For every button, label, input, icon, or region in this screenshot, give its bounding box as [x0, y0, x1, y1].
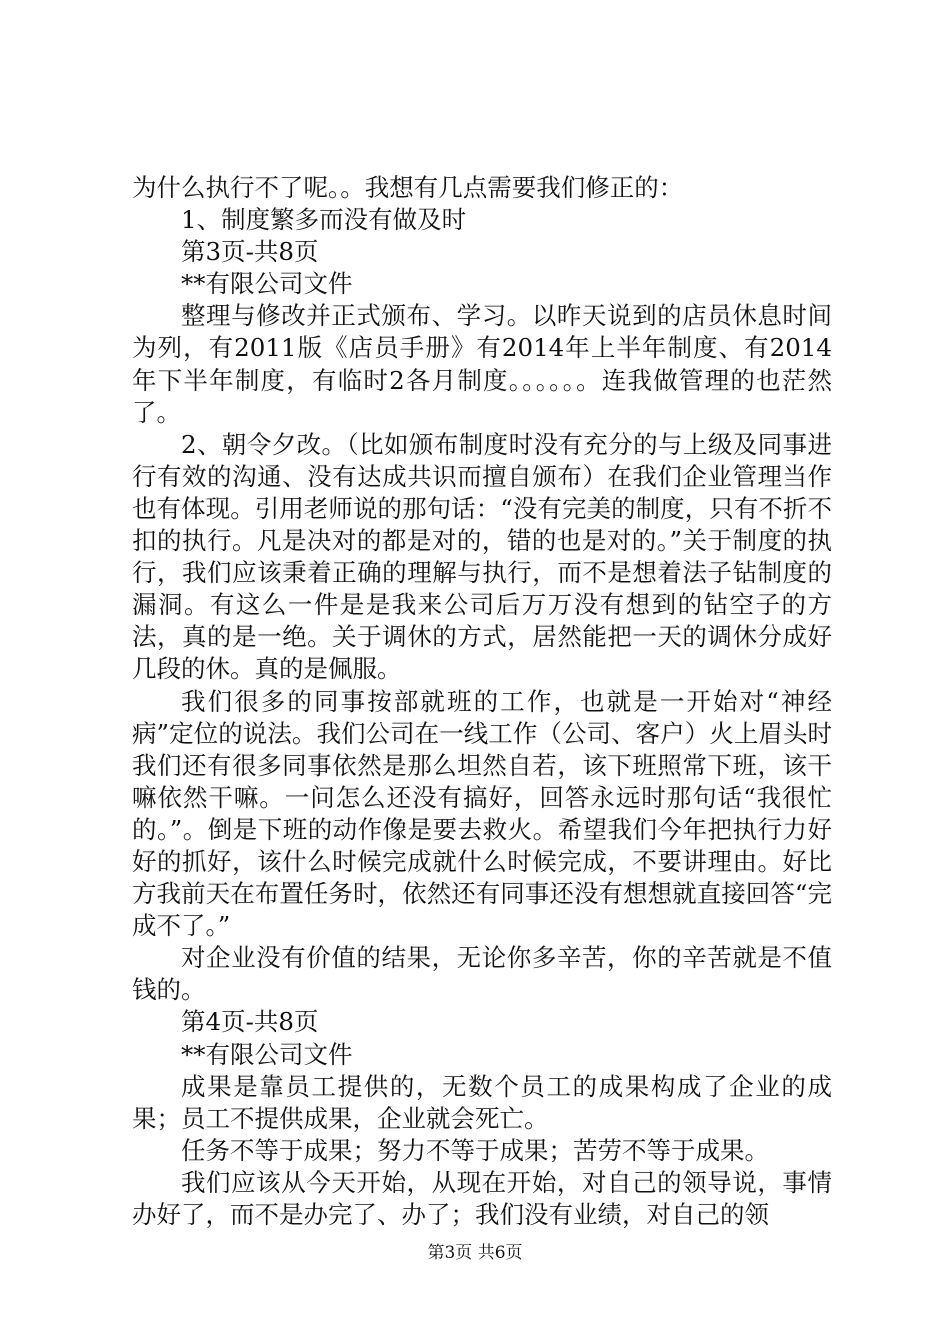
paragraph: 我们很多的同事按部就班的工作，也就是一开始对“神经病”定位的说法。我们公司在一线工作（公司、客户）火上眉头时我们还有很多同事依然是那么坦然自若，该下班照常下班，该干嘛依然干嘛。一问怎么还没有搞好，回答永远时那句话“我很忙的。”。倒是下班的动作像是要去救火。希望我们今年把执行力好好的抓好，该什么时候完成就什么时候完成，不要讲理由。好比方我前天在布置任务时，依然还有同事还没有想想就直接回答“完成不了。” [132, 686, 832, 941]
paragraph: 第3页-共8页 [181, 237, 319, 267]
paragraph: 对企业没有价值的结果，无论你多辛苦，你的辛苦就是不值钱的。 [132, 943, 832, 1005]
paragraph: 整理与修改并正式颁布、学习。以昨天说到的店员休息时间为列，有2011版《店员手册》有2014年上半年制度、有2014年下半年制度，有临时2各月制度。。。。。。连我做管理的也茫然了。 [132, 301, 832, 427]
paragraph: 1、制度繁多而没有做及时 [181, 205, 467, 235]
paragraph: 我们应该从今天开始，从现在开始，对自己的领导说，事情办好了，而不是办完了、办了；我们没有业绩，对自己的领 [132, 1167, 832, 1229]
paragraph: 成果是靠员工提供的，无数个员工的成果构成了企业的成果；员工不提供成果，企业就会死亡。 [132, 1071, 832, 1133]
paragraph: **有限公司文件 [181, 269, 353, 299]
paragraph: **有限公司文件 [181, 1039, 353, 1069]
document-body [132, 172, 832, 1231]
paragraph: 任务不等于成果；努力不等于成果；苦劳不等于成果。 [181, 1135, 769, 1165]
paragraph: 为什么执行不了呢。。我想有几点需要我们修正的： [132, 173, 684, 202]
page-footer [0, 1241, 950, 1265]
page-number-label: 第3页 共6页 [427, 1243, 523, 1263]
paragraph: 2、朝令夕改。（比如颁布制度时没有充分的与上级及同事进行有效的沟通、没有达成共识而擅自颁布）在我们企业管理当作也有体现。引用老师说的那句话：“没有完美的制度，只有不折不扣的执行。凡是决对的都是对的，错的也是对的。”关于制度的执行，我们应该秉着正确的理解与执行，而不是想着法子钻制度的漏洞。有这么一件是是我来公司后万万没有想到的钻空子的方法，真的是一绝。关于调休的方式，居然能把一天的调休分成好几段的休。真的是佩服。 [132, 429, 832, 684]
paragraph: 第4页-共8页 [181, 1007, 319, 1037]
